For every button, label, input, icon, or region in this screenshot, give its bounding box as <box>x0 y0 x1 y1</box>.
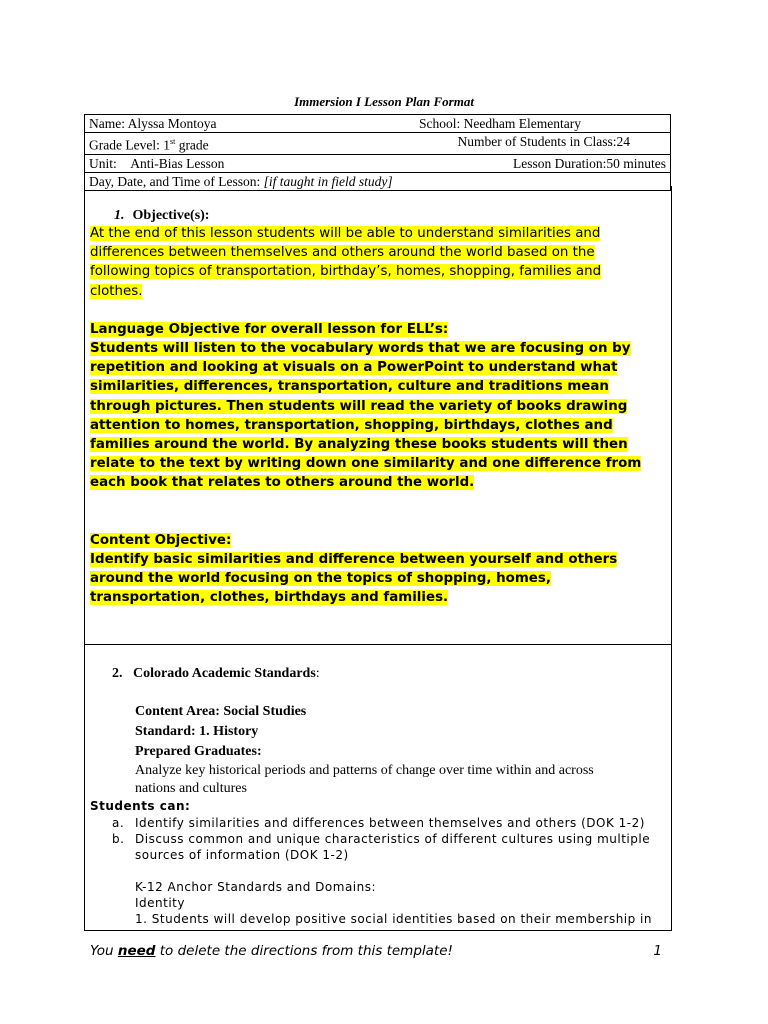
standards-heading: 2. Colorado Academic Standards: <box>112 666 320 681</box>
lesson-duration: Lesson Duration:50 minutes <box>513 155 666 171</box>
anchor-domain: Identity <box>135 895 185 910</box>
section-divider <box>84 644 671 645</box>
language-objective-heading: Language Objective for overall lesson for ELL’s: <box>90 321 449 337</box>
language-objective: Language Objective for overall lesson for ELL’s: Students will listen to the vocabulary words that we are focusing on by repetition and looking at visuals on a PowerPoint to understand what similarities, differences, transportation, culture and traditions mean through pictures. Then students will read the variety of books drawing attention to homes, transportation, shopping, birthdays, clothes and families around the world. By analyzing these books students will then relate to the text by writing down one similarity and one difference from each book that relates to others around the world. <box>90 321 642 491</box>
list-item: sources of information (DOK 1-2) <box>135 847 349 862</box>
teacher-name: Name: Alyssa Montoya <box>89 116 217 131</box>
students-can-heading: Students can: <box>90 798 191 813</box>
standard-details <box>135 702 672 798</box>
list-item: b. Discuss common and unique characteristics of different cultures using multiple <box>112 831 651 846</box>
info-row-name <box>85 115 671 133</box>
list-item: a. Identify similarities and differences between themselves and others (DOK 1-2) <box>112 815 645 830</box>
info-row-unit <box>85 154 671 172</box>
grade-level: Grade Level: 1st grade <box>89 137 209 153</box>
anchor-heading: K-12 Anchor Standards and Domains: <box>135 879 377 894</box>
anchor-standards <box>135 879 672 927</box>
document-title: Immersion I Lesson Plan Format <box>294 94 474 109</box>
content-objective: Content Objective: Identify basic similarities and difference between yourself and others around the world focusing on the topics of shopping, homes, transportation, clothes, birthdays and families. <box>90 532 618 606</box>
lesson-info-table <box>84 114 671 191</box>
page-number: 1 <box>653 943 662 959</box>
unit: Unit: Anti-Bias Lesson <box>89 155 225 171</box>
school-name: School: Needham Elementary <box>419 116 581 131</box>
lesson-date-label: Day, Date, and Time of Lesson: <box>89 173 264 189</box>
objectives-section <box>90 208 670 607</box>
standards-section <box>90 666 672 927</box>
prepared-graduates-text: Analyze key historical periods and patterns of change over time within and across nations and cultures <box>135 762 594 796</box>
page-footer <box>90 943 662 959</box>
students-can-list <box>112 815 672 863</box>
content-area: Content Area: Social Studies <box>135 704 307 719</box>
anchor-item: 1. Students will develop positive social identities based on their membership in <box>135 911 652 926</box>
info-row-grade <box>85 133 671 155</box>
standard-name: Standard: 1. History <box>135 723 259 739</box>
content-objective-heading: Content Objective: <box>90 532 232 548</box>
objectives-heading: 1. Objective(s): <box>114 208 210 223</box>
students-count: Number of Students in Class:24 <box>457 134 630 149</box>
footer-note: You need to delete the directions from this template! <box>90 943 453 959</box>
objective-text: At the end of this lesson students will be able to understand similarities and differences between themselves and others around the world based on the following topics of transportation, birthday’s, homes, shopping, families and clothes. <box>90 226 602 299</box>
prepared-graduates-heading: Prepared Graduates: <box>135 744 262 759</box>
lesson-date-note: [if taught in field study] <box>263 173 393 189</box>
